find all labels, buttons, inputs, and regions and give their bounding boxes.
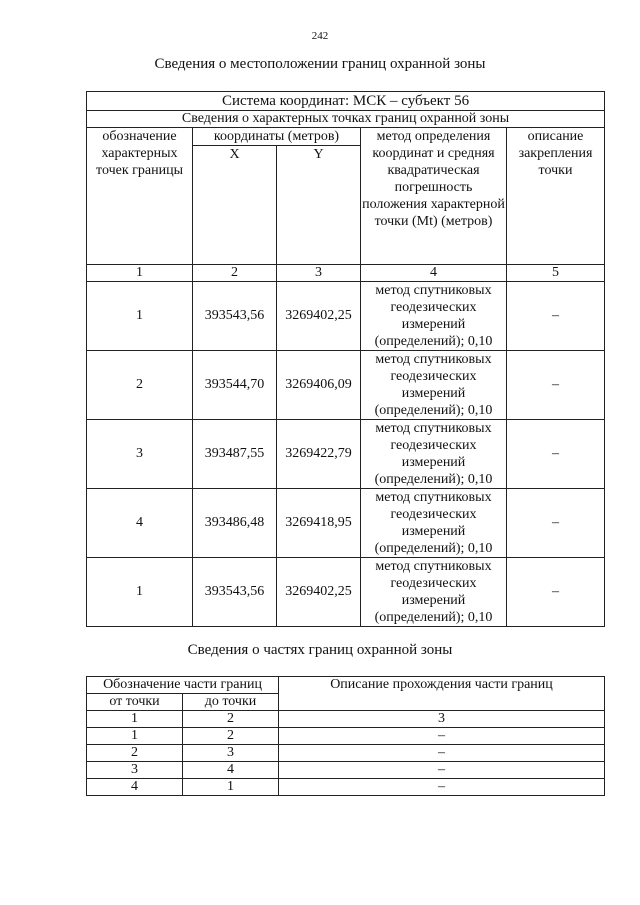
header-method: метод определения координат и средняя квадратическая погрешность положения характерной точки (Mt) (метров) [361,128,507,265]
column-number: 5 [507,265,605,282]
column-number: 1 [87,711,183,728]
table-row [87,745,605,762]
header-to-point: до точки [183,694,279,711]
from-point: 3 [87,762,183,779]
x-coordinate: 393543,56 [193,558,277,627]
column-number: 2 [193,265,277,282]
point-number: 4 [87,489,193,558]
y-coordinate: 3269402,25 [277,282,361,351]
part-description: – [279,779,605,796]
method-text: метод спутниковых геодезических измерений (определений); 0,10 [361,351,507,420]
table-row [87,762,605,779]
fixing-description: – [507,558,605,627]
header-part-designation: Обозначение части границ [87,677,279,694]
table-row [87,489,605,558]
column-number: 3 [279,711,605,728]
header-part-description: Описание прохождения части границ [279,677,605,711]
coordinate-system-header: Система координат: МСК – субъект 56 [87,92,605,111]
header-x: X [193,146,277,265]
point-number: 1 [87,282,193,351]
column-number: 2 [183,711,279,728]
header-coordinates: координаты (метров) [193,128,361,146]
column-number: 3 [277,265,361,282]
method-text: метод спутниковых геодезических измерений (определений); 0,10 [361,282,507,351]
x-coordinate: 393543,56 [193,282,277,351]
table-row [87,728,605,745]
to-point: 1 [183,779,279,796]
parts-section-title: Сведения о частях границ охранной зоны [187,642,453,658]
header-y: Y [277,146,361,265]
header-description: описание закрепления точки [507,128,605,265]
x-coordinate: 393487,55 [193,420,277,489]
y-coordinate: 3269402,25 [277,558,361,627]
boundary-points-table [86,91,605,627]
part-description: – [279,762,605,779]
method-text: метод спутниковых геодезических измерений (определений); 0,10 [361,558,507,627]
point-number: 3 [87,420,193,489]
part-description: – [279,728,605,745]
points-section-header: Сведения о характерных точках границ охранной зоны [87,111,605,128]
fixing-description: – [507,282,605,351]
column-number: 4 [361,265,507,282]
table-row [87,282,605,351]
fixing-description: – [507,420,605,489]
method-text: метод спутниковых геодезических измерений (определений); 0,10 [361,489,507,558]
x-coordinate: 393486,48 [193,489,277,558]
fixing-description: – [507,489,605,558]
table-row [87,420,605,489]
from-point: 1 [87,728,183,745]
boundary-parts-table [86,676,605,796]
x-coordinate: 393544,70 [193,351,277,420]
table-row [87,351,605,420]
points-section-title: Сведения о местоположении границ охранной зоны [154,56,486,72]
y-coordinate: 3269422,79 [277,420,361,489]
to-point: 3 [183,745,279,762]
point-number: 1 [87,558,193,627]
header-designation: обозначение характерных точек границы [87,128,193,265]
from-point: 2 [87,745,183,762]
y-coordinate: 3269406,09 [277,351,361,420]
page-number: 242 [311,30,329,42]
column-number: 1 [87,265,193,282]
header-from-point: от точки [87,694,183,711]
table-row [87,779,605,796]
point-number: 2 [87,351,193,420]
method-text: метод спутниковых геодезических измерений (определений); 0,10 [361,420,507,489]
fixing-description: – [507,351,605,420]
part-description: – [279,745,605,762]
to-point: 4 [183,762,279,779]
from-point: 4 [87,779,183,796]
to-point: 2 [183,728,279,745]
table-row [87,558,605,627]
y-coordinate: 3269418,95 [277,489,361,558]
